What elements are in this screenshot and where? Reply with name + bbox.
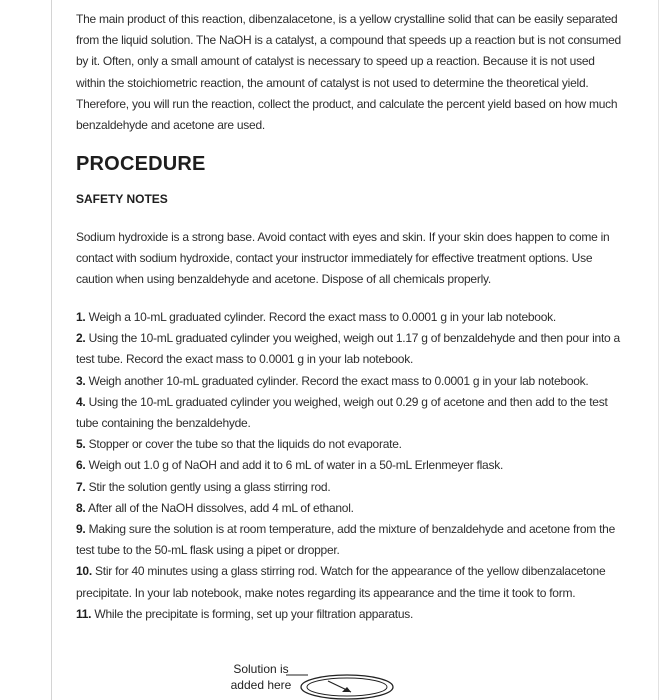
step-number: 8. [76, 500, 86, 515]
step-text: While the precipitate is forming, set up your filtration apparatus. [94, 606, 414, 621]
page-right-border [658, 0, 659, 700]
step-number: 7. [76, 479, 86, 494]
step-text: Weigh a 10-mL graduated cylinder. Record the exact mass to 0.0001 g in your lab notebook. [88, 310, 556, 324]
step-number: 3. [76, 373, 86, 388]
step-number: 4. [76, 394, 86, 409]
step-number: 1. [76, 310, 86, 324]
step-text: Using the 10-mL graduated cylinder you weighed, weigh out 1.17 g of benzaldehyde and then pour into a test tube. Record the exact mass to 0.0001 g in your lab notebook. [76, 331, 620, 367]
procedure-step [76, 307, 621, 328]
procedure-step [76, 434, 621, 455]
procedure-step [76, 392, 621, 434]
step-number: 6. [76, 458, 86, 473]
procedure-steps-list [76, 307, 621, 625]
procedure-step [76, 371, 621, 392]
step-number: 2. [76, 331, 86, 346]
procedure-step [76, 455, 621, 476]
step-number: 11. [76, 606, 92, 621]
step-text: Weigh out 1.0 g of NaOH and add it to 6 mL of water in a 50-mL Erlenmeyer flask. [88, 458, 504, 473]
procedure-step [76, 477, 621, 498]
step-text: Making sure the solution is at room temperature, add the mixture of benzaldehyde and acetone from the test tube to the 50-mL flask using a pipet or dropper. [76, 522, 616, 558]
procedure-step [76, 328, 621, 370]
step-number: 10. [76, 564, 92, 579]
procedure-step [76, 561, 621, 603]
step-text: Stir for 40 minutes using a glass stirring rod. Watch for the appearance of the yellow dibenzalacetone precipitate. In your lab notebook, make notes regarding its appearance and the time it took to form. [76, 564, 606, 600]
safety-notes-heading: SAFETY NOTES [76, 192, 168, 206]
step-text: Weigh another 10-mL graduated cylinder. Record the exact mass to 0.0001 g in your lab notebook. [88, 373, 589, 388]
funnel-illustration [220, 657, 420, 700]
page-left-border [51, 0, 52, 700]
step-text: After all of the NaOH dissolves, add 4 mL of ethanol. [87, 500, 354, 515]
procedure-heading: PROCEDURE [76, 153, 206, 175]
step-text: Stir the solution gently using a glass stirring rod. [88, 479, 331, 494]
procedure-step [76, 519, 621, 561]
figure-label-line: Solution is [233, 662, 289, 676]
figure-label-line: added here [230, 678, 292, 692]
step-text: Using the 10-mL graduated cylinder you weighed, weigh out 0.29 g of acetone and then add to the test tube containing the benzaldehyde. [76, 394, 608, 431]
step-number: 9. [76, 522, 86, 537]
step-text: Stopper or cover the tube so that the liquids do not evaporate. [88, 437, 402, 452]
safety-notes-paragraph: Sodium hydroxide is a strong base. Avoid contact with eyes and skin. If your skin does happen to come in contact with sodium hydroxide, contact your instructor immediately for effective treatment options. Use caution when using benzaldehyde and acetone. Dispose of all chemicals properly. [76, 230, 610, 287]
procedure-step [76, 604, 621, 625]
step-number: 5. [76, 437, 86, 452]
filtration-figure [220, 657, 420, 700]
procedure-step [76, 498, 621, 519]
intro-paragraph: The main product of this reaction, dibenzalacetone, is a yellow crystalline solid that can be easily separated from the liquid solution. The NaOH is a catalyst, a compound that speeds up a reaction but is not consumed by it. Often, only a small amount of catalyst is necessary to speed up a reaction. Because it is not used within the stoichiometric reaction, the amount of catalyst is not used to determine the theoretical yield. Therefore, you will run the reaction, collect the product, and calculate the percent yield based on how much benzaldehyde and acetone are used. [76, 12, 621, 133]
